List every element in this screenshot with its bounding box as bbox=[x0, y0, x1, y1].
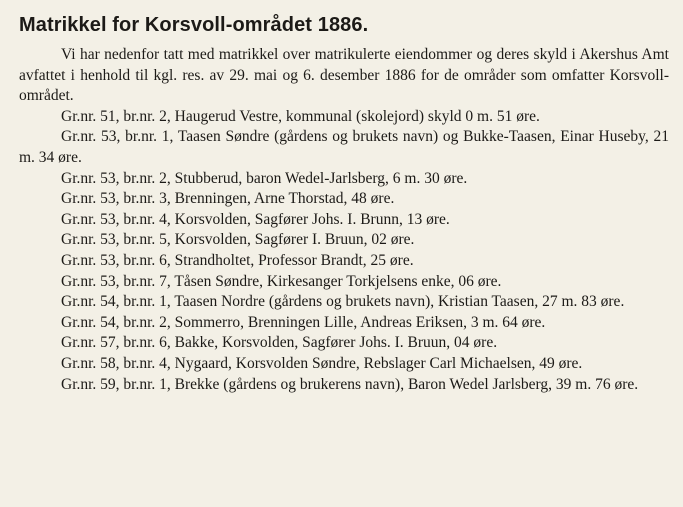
entry-paragraph: Gr.nr. 53, br.nr. 4, Korsvolden, Sagfører Johs. I. Brunn, 13 øre. bbox=[61, 210, 450, 228]
entry-paragraph: Gr.nr. 54, br.nr. 2, Sommerro, Brenningen Lille, Andreas Eriksen, 3 m. 64 øre. bbox=[61, 313, 546, 331]
entry-paragraph: Gr.nr. 58, br.nr. 4, Nygaard, Korsvolden Søndre, Rebslager Carl Michaelsen, 49 øre. bbox=[61, 354, 583, 372]
document-body bbox=[19, 45, 669, 395]
entry-paragraph: Gr.nr. 59, br.nr. 1, Brekke (gårdens og brukerens navn), Baron Wedel Jarlsberg, 39 m. 76 øre. bbox=[61, 375, 639, 393]
entry-paragraph: Gr.nr. 53, br.nr. 3, Brenningen, Arne Thorstad, 48 øre. bbox=[61, 190, 395, 208]
entry-paragraph: Gr.nr. 53, br.nr. 5, Korsvolden, Sagfører I. Bruun, 02 øre. bbox=[61, 231, 415, 249]
entry-paragraph: Gr.nr. 53, br.nr. 7, Tåsen Søndre, Kirkesanger Torkjelsens enke, 06 øre. bbox=[61, 272, 502, 290]
intro-paragraph: Vi har nedenfor tatt med matrikkel over matrikulerte eiendommer og deres skyld i Akershus Amt avfattet i henhold til kgl. res. av 29. mai og 6. desember 1886 for de områder som omfatter Korsvoll-området. bbox=[19, 46, 669, 105]
entry-paragraph: Gr.nr. 53, br.nr. 2, Stubberud, baron Wedel-Jarlsberg, 6 m. 30 øre. bbox=[61, 169, 468, 187]
entry-paragraph: Gr.nr. 51, br.nr. 2, Haugerud Vestre, kommunal (skolejord) skyld 0 m. 51 øre. bbox=[61, 107, 540, 125]
page-title: Matrikkel for Korsvoll-området 1886. bbox=[19, 14, 369, 36]
entry-paragraph: Gr.nr. 53, br.nr. 1, Taasen Søndre (gårdens og brukets navn) og Bukke-Taasen, Einar Huseby, 21 m. 34 øre. bbox=[19, 128, 669, 166]
entry-paragraph: Gr.nr. 57, br.nr. 6, Bakke, Korsvolden, Sagfører Johs. I. Bruun, 04 øre. bbox=[61, 334, 498, 352]
entry-paragraph: Gr.nr. 54, br.nr. 1, Taasen Nordre (gårdens og brukets navn), Kristian Taasen, 27 m. 83 øre. bbox=[61, 293, 625, 311]
entry-paragraph: Gr.nr. 53, br.nr. 6, Strandholtet, Professor Brandt, 25 øre. bbox=[61, 251, 414, 269]
